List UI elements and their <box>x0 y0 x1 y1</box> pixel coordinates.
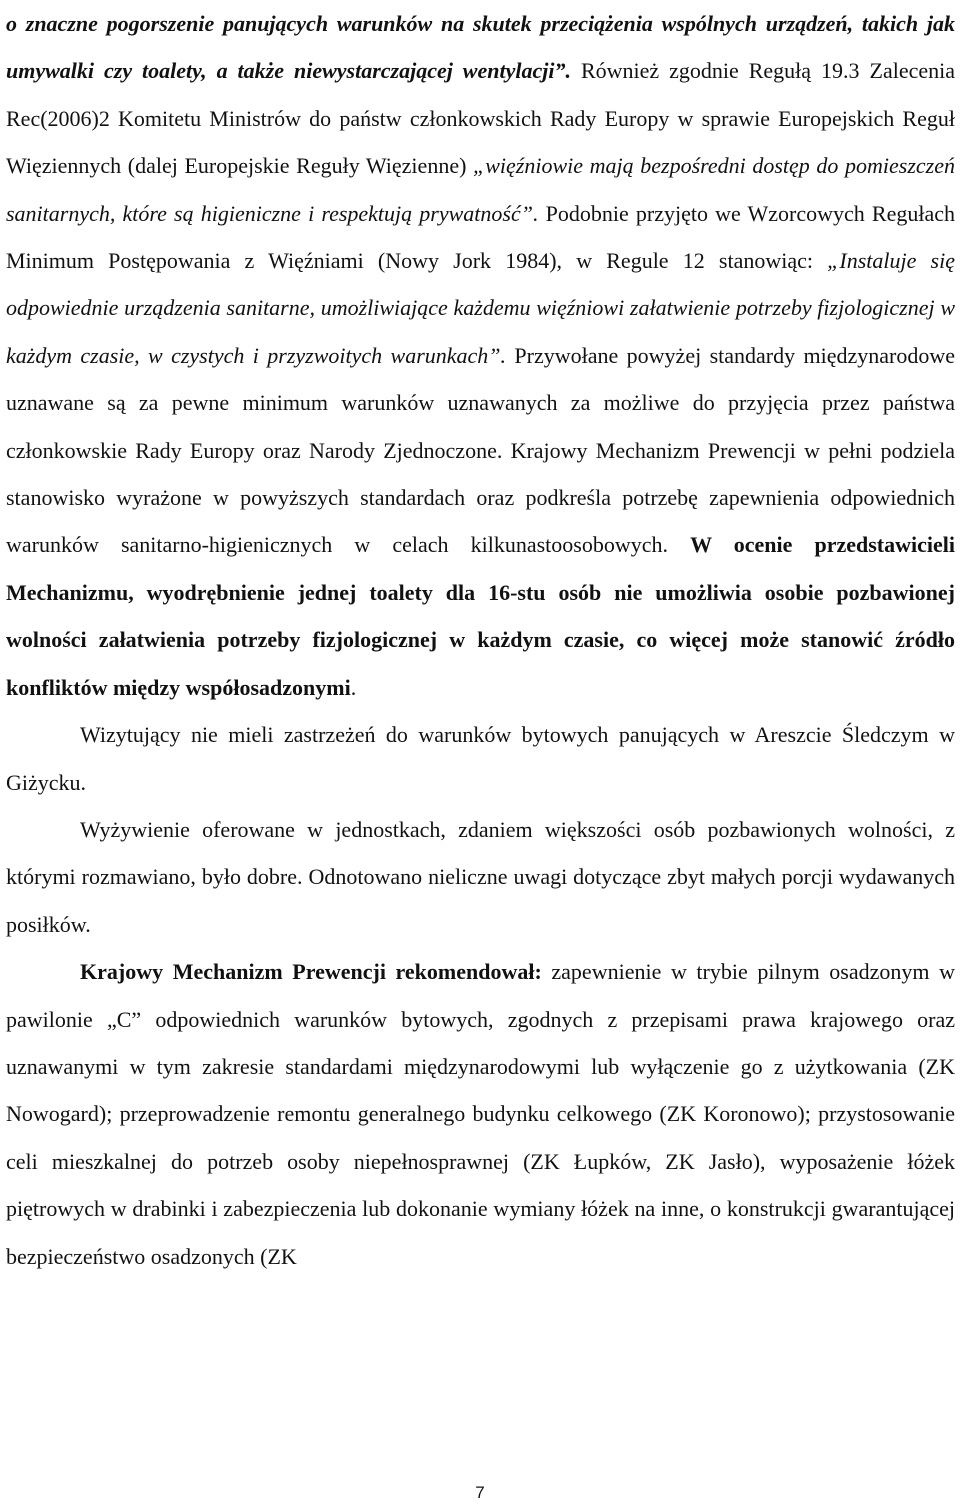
page-number: 7 <box>475 1483 485 1502</box>
text-run: o znaczne pogorszenie panujących warunków na skutek przeciążenia wspólnych urządzeń, takich jak umywalki czy toalety, a także niewystarczającej wentylacji”. <box>6 11 955 84</box>
text-run: W ocenie przedstawicieli Mechanizmu, wyodrębnienie jednej toalety dla 16-stu osób nie umożliwia osobie pozbawionej wolności załatwienia potrzeby fizjologicznej w każdym czasie, co więcej może stanowić źródło konfliktów między współosadzonymi <box>6 532 956 700</box>
text-run: „Instaluje się odpowiednie urządzenia sanitarne, umożliwiające każdemu więźniowi załatwienie potrzeby fizjologicznej w każdym czasie, w czystych i przyzwoitych warunkach”. <box>6 248 955 368</box>
text-run: „więźniowie mają bezpośredni dostęp do pomieszczeń sanitarnych, które są higieniczne i respektują prywatność”. <box>6 153 955 226</box>
text-run: Wizytujący nie mieli zastrzeżeń do warunków bytowych panujących w Areszcie Śledczym w Giżycku. <box>6 722 955 795</box>
paragraph <box>6 711 955 806</box>
body-text <box>6 0 955 1280</box>
text-run: zapewnienie w trybie pilnym osadzonym w pawilonie „C” odpowiednich warunków bytowych, zgodnych z przepisami prawa krajowego oraz uznawanymi w tym zakresie standardami międzynarodowymi lub wyłączenie go z użytkowania (ZK Nowogard); przeprowadzenie remontu generalnego budynku celkowego (ZK Koronowo); przystosowanie celi mieszkalnej do potrzeb osoby niepełnosprawnej (ZK Łupków, ZK Jasło), wyposażenie łóżek piętrowych w drabinki i zabezpieczenia lub dokonanie wymiany łóżek na inne, o konstrukcji gwarantującej bezpieczeństwo osadzonych (ZK <box>6 959 955 1269</box>
text-run: Przywołane powyżej standardy międzynarodowe uznawane są za pewne minimum warunków uznawanych za możliwe do przyjęcia przez państwa członkowskie Rady Europy oraz Narody Zjednoczone. Krajowy Mechanizm Prewencji w pełni podziela stanowisko wyrażone w powyższych standardach oraz podkreśla potrzebę zapewnienia odpowiednich warunków sanitarno-higienicznych w celach kilkunastoosobowych. <box>6 342 955 558</box>
paragraph <box>6 0 955 711</box>
text-run: Również zgodnie Regułą 19.3 Zalecenia Rec(2006)2 Komitetu Ministrów do państw członkowskich Rady Europy w sprawie Europejskich Reguł Więziennych (dalej Europejskie Reguły Więzienne) <box>6 58 955 179</box>
text-run: Podobnie przyjęto we Wzorcowych Regułach Minimum Postępowania z Więźniami (Nowy Jork 1984), w Regule 12 stanowiąc: <box>6 200 955 274</box>
paragraph <box>6 948 955 1280</box>
text-run: Wyżywienie oferowane w jednostkach, zdaniem większości osób pozbawionych wolności, z którymi rozmawiano, było dobre. Odnotowano nieliczne uwagi dotyczące zbyt małych porcji wydawanych posiłków. <box>6 816 955 937</box>
text-run: . <box>350 674 357 700</box>
paragraph <box>6 806 955 948</box>
text-run: Krajowy Mechanizm Prewencji rekomendował: <box>80 959 542 985</box>
